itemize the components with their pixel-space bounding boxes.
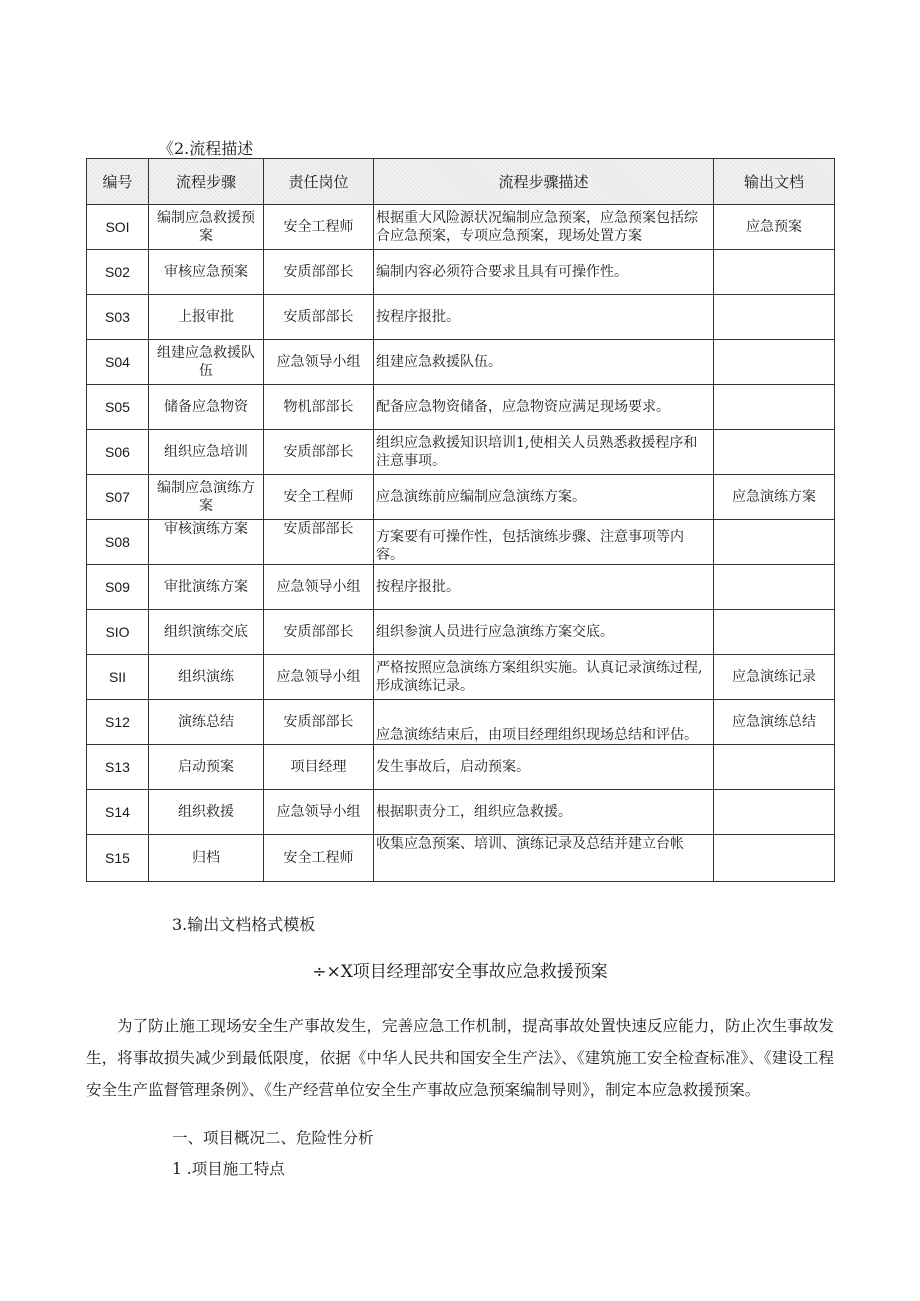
header-output: 输出文档	[714, 159, 835, 205]
row-step: 组建应急救援队伍	[149, 340, 264, 385]
row-step: 储备应急物资	[149, 385, 264, 430]
row-step: 启动预案	[149, 745, 264, 790]
header-role: 责任岗位	[264, 159, 374, 205]
row-code: S12	[87, 700, 149, 745]
row-code: SII	[87, 655, 149, 700]
document-title: ÷×X项目经理部安全事故应急救援预案	[312, 962, 608, 982]
row-role: 安全工程师	[264, 205, 374, 250]
row-step: 审核演练方案	[149, 520, 264, 565]
row-code: S04	[87, 340, 149, 385]
table-row	[87, 610, 835, 655]
row-code: S09	[87, 565, 149, 610]
row-output	[714, 295, 835, 340]
row-description: 组织参演人员进行应急演练方案交底。	[374, 610, 714, 655]
row-output	[714, 745, 835, 790]
row-description: 方案要有可操作性，包括演练步骤、注意事项等内容。	[374, 520, 714, 565]
row-step: 组织演练交底	[149, 610, 264, 655]
section-heading: 《2.流程描述	[158, 139, 254, 158]
table-row	[87, 745, 835, 790]
header-step: 流程步骤	[149, 159, 264, 205]
row-description: 按程序报批。	[374, 295, 714, 340]
row-code: SIO	[87, 610, 149, 655]
row-role: 应急领导小组	[264, 565, 374, 610]
row-output	[714, 430, 835, 475]
table-row	[87, 385, 835, 430]
row-description: 发生事故后，启动预案。	[374, 745, 714, 790]
table-row	[87, 250, 835, 295]
process-table	[86, 158, 835, 882]
row-role: 安质部部长	[264, 520, 374, 565]
table-row	[87, 205, 835, 250]
row-step: 上报审批	[149, 295, 264, 340]
row-role: 应急领导小组	[264, 655, 374, 700]
row-role: 安全工程师	[264, 475, 374, 520]
row-role: 物机部部长	[264, 385, 374, 430]
row-code: S03	[87, 295, 149, 340]
row-description: 收集应急预案、培训、演练记录及总结并建立台帐	[374, 835, 714, 882]
row-step: 演练总结	[149, 700, 264, 745]
table-row	[87, 430, 835, 475]
row-output: 应急演练总结	[714, 700, 835, 745]
row-output	[714, 835, 835, 882]
row-role: 安质部部长	[264, 295, 374, 340]
row-step: 组织应急培训	[149, 430, 264, 475]
row-description: 编制内容必须符合要求且具有可操作性。	[374, 250, 714, 295]
row-output	[714, 385, 835, 430]
row-step: 审核应急预案	[149, 250, 264, 295]
table-row	[87, 520, 835, 565]
row-output	[714, 610, 835, 655]
row-code: S05	[87, 385, 149, 430]
row-role: 应急领导小组	[264, 340, 374, 385]
sub-heading: 3.输出文档格式模板	[172, 915, 316, 934]
row-output	[714, 790, 835, 835]
row-description: 根据重大风险源状况编制应急预案，应急预案包括综合应急预案，专项应急预案，现场处置方案	[374, 205, 714, 250]
table-row	[87, 835, 835, 882]
row-output: 应急演练方案	[714, 475, 835, 520]
row-step: 组织演练	[149, 655, 264, 700]
table-row	[87, 655, 835, 700]
row-step: 编制应急演练方案	[149, 475, 264, 520]
row-role: 安质部部长	[264, 700, 374, 745]
table-row	[87, 565, 835, 610]
row-code: S15	[87, 835, 149, 882]
row-code: S08	[87, 520, 149, 565]
table-header-row	[87, 159, 835, 205]
row-code: S07	[87, 475, 149, 520]
row-role: 安质部部长	[264, 610, 374, 655]
row-step: 审批演练方案	[149, 565, 264, 610]
row-role: 应急领导小组	[264, 790, 374, 835]
row-step: 编制应急救援预案	[149, 205, 264, 250]
row-role: 安质部部长	[264, 250, 374, 295]
outline-heading-1: 一、项目概况二、危险性分析	[172, 1129, 374, 1147]
row-output	[714, 340, 835, 385]
row-output: 应急预案	[714, 205, 835, 250]
row-role: 项目经理	[264, 745, 374, 790]
row-output	[714, 565, 835, 610]
row-description: 组织应急救援知识培训1,使相关人员熟悉救援程序和注意事项。	[374, 430, 714, 475]
header-code: 编号	[87, 159, 149, 205]
row-code: SOI	[87, 205, 149, 250]
row-description: 按程序报批。	[374, 565, 714, 610]
row-step: 组织救援	[149, 790, 264, 835]
row-output: 应急演练记录	[714, 655, 835, 700]
row-code: S06	[87, 430, 149, 475]
table-row	[87, 340, 835, 385]
row-step: 归档	[149, 835, 264, 882]
row-description: 根据职责分工，组织应急救援。	[374, 790, 714, 835]
table-row	[87, 295, 835, 340]
row-code: S02	[87, 250, 149, 295]
row-role: 安全工程师	[264, 835, 374, 882]
row-output	[714, 520, 835, 565]
row-code: S14	[87, 790, 149, 835]
header-description: 流程步骤描述	[374, 159, 714, 205]
row-output	[714, 250, 835, 295]
table-row	[87, 790, 835, 835]
row-code: S13	[87, 745, 149, 790]
row-description: 应急演练前应编制应急演练方案。	[374, 475, 714, 520]
outline-heading-2: 1 .项目施工特点	[172, 1160, 285, 1178]
table-row	[87, 475, 835, 520]
body-paragraph: 为了防止施工现场安全生产事故发生，完善应急工作机制，提高事故处置快速反应能力，防止次生事故发生，将事故损失减少到最低限度，依据《中华人民共和国安全生产法》、《建筑施工安全检查标准》、《建设工程安全生产监督管理条例》、《生产经营单位安全生产事故应急预案编制导则》，制定本应急救援预案。	[86, 1017, 834, 1099]
row-description: 配备应急物资储备，应急物资应满足现场要求。	[374, 385, 714, 430]
table-row	[87, 700, 835, 745]
row-description: 组建应急救援队伍。	[374, 340, 714, 385]
row-role: 安质部部长	[264, 430, 374, 475]
row-description: 应急演练结束后，由项目经理组织现场总结和评估。	[374, 700, 714, 745]
row-description: 严格按照应急演练方案组织实施。认真记录演练过程,形成演练记录。	[374, 655, 714, 700]
